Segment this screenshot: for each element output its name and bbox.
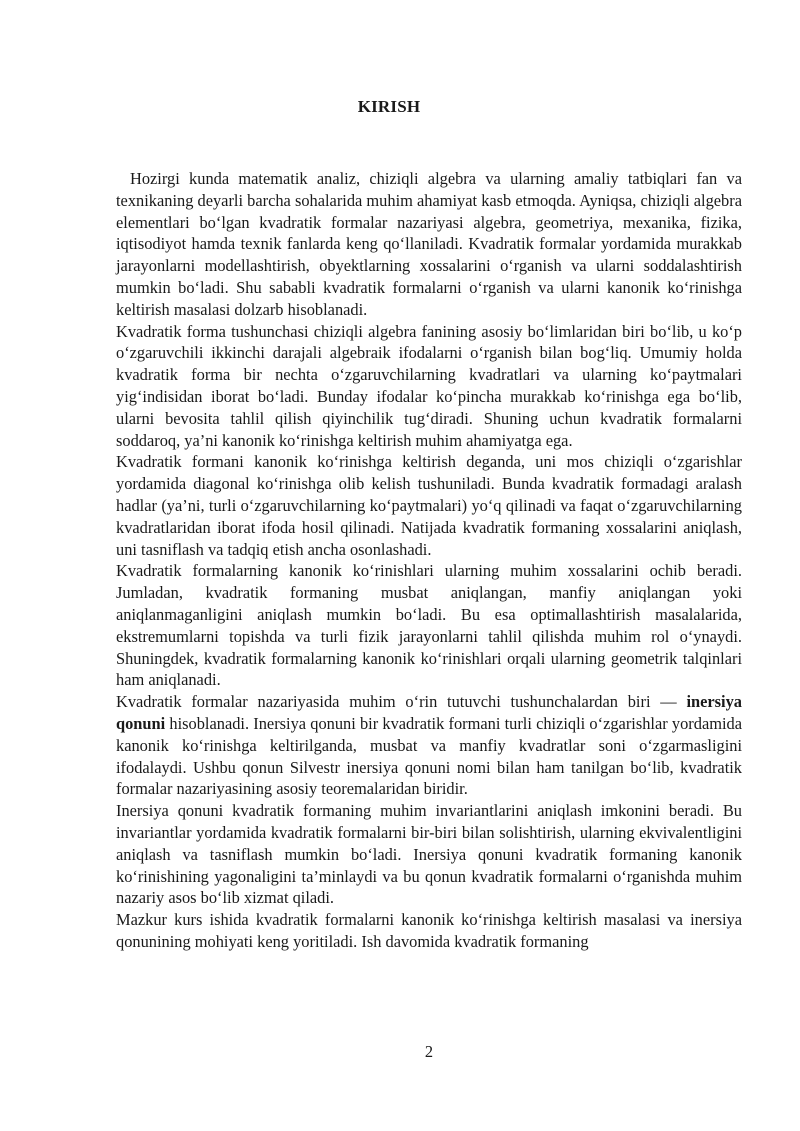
inertia-law-term: inersiya qonuni bbox=[116, 692, 742, 733]
body-text bbox=[116, 168, 742, 953]
page-number: 2 bbox=[424, 1042, 434, 1061]
paragraph-6: Inersiya qonuni kvadratik formaning muhim invariantlarini aniqlash imkonini beradi. Bu invariantlar yordamida kvadratik formalarni bir-biri bilan solishtirish, ularning ekvivalentligini aniqlash va tasniflash mumkin bo‘ladi. Inersiya qonuni kvadratik formaning kanonik ko‘rinishining yagonaligini ta’minlaydi va bu qonun kvadratik formalarni o‘rganishda muhim nazariy asos bo‘lib xizmat qiladi. bbox=[116, 801, 742, 908]
paragraph-7: Mazkur kurs ishida kvadratik formalarni kanonik ko‘rinishga keltirish masalasi va inersiya qonunining mohiyati keng yoritiladi. Ish davomida kvadratik formaning bbox=[116, 910, 742, 951]
paragraph-5-text-after: hisoblanadi. Inersiya qonuni bir kvadratik formani turli chiziqli o‘zgarishlar yordamida kanonik ko‘rinishga keltirilganda, musbat va manfiy kvadratlar soni o‘zgarmasligini ifodalaydi. Ushbu qonun Silvestr inersiya qonuni nomi bilan ham tanilgan bo‘lib, kvadratik formalar nazariyasining asosiy teoremalaridan biridir. bbox=[116, 713, 742, 799]
paragraph-2: Kvadratik forma tushunchasi chiziqli algebra fanining asosiy bo‘limlaridan biri bo‘lib, u ko‘p o‘zgaruvchili ikkinchi darajali algebraik ifodalarni o‘rganish bilan bog‘liq. Umumiy holda kvadratik forma bir nechta o‘zgaruvchilarning kvadratlari va ularning ko‘paytmalari yig‘indisidan iborat bo‘ladi. Bunday ifodalar ko‘pincha murakkab ko‘rinishga ega bo‘lib, ularni bevosita tahlil qilish qiyinchilik tug‘diradi. Shuning uchun kvadratik formalarni soddaroq, ya’ni kanonik ko‘rinishga keltirish muhim ahamiyatga ega. bbox=[116, 321, 742, 450]
paragraph-4: Kvadratik formalarning kanonik ko‘rinishlari ularning muhim xossalarini ochib beradi. Jumladan, kvadratik formaning musbat aniqlangan, manfiy aniqlangan yoki aniqlanmaganligini aniqlash mumkin bo‘ladi. Bu esa optimallashtirish masalalarida, ekstremumlarni topishda va turli fizik jarayonlarni tahlil qilishda muhim rol o‘ynaydi. Shuningdek, kvadratik formalarning kanonik ko‘rinishlari orqali ularning geometrik talqinlari ham aniqlanadi. bbox=[116, 561, 742, 690]
document-page bbox=[116, 0, 742, 1131]
page-title: KIRISH bbox=[357, 97, 421, 116]
paragraph-3: Kvadratik formani kanonik ko‘rinishga keltirish deganda, uni mos chiziqli o‘zgarishlar yordamida diagonal ko‘rinishga olib kelish tushuniladi. Bunda kvadratik formadagi aralash hadlar (ya’ni, turli o‘zgaruvchilarning ko‘paytmalari) yo‘q qilinadi va faqat o‘zgaruvchilarning kvadratlaridan iborat ifoda hosil qilinadi. Natijada kvadratik formaning xossalarini aniqlash, uni tasniflash va tadqiq etish ancha osonlashadi. bbox=[116, 452, 742, 559]
paragraph-5 bbox=[116, 691, 742, 800]
paragraph-5-text-before: Kvadratik formalar nazariyasida muhim o‘rin tutuvchi tushunchalardan biri — bbox=[116, 692, 687, 712]
paragraph-1: Hozirgi kunda matematik analiz, chiziqli algebra va ularning amaliy tatbiqlari fan va texnikaning deyarli barcha sohalarida muhim ahamiyat kasb etmoqda. Ayniqsa, chiziqli algebra elementlari bo‘lgan kvadratik formalar nazariyasi algebra, geometriya, mexanika, fizika, iqtisodiyot hamda texnik fanlarda keng qo‘llaniladi. Kvadratik formalar yordamida murakkab jarayonlarni modellashtirish, obyektlarning xossalarini o‘rganish va ularni soddalashtirish mumkin bo‘ladi. Shu sababli kvadratik formalarni o‘rganish va ularni kanonik ko‘rinishga keltirish masalasi dolzarb hisoblanadi. bbox=[116, 169, 742, 319]
